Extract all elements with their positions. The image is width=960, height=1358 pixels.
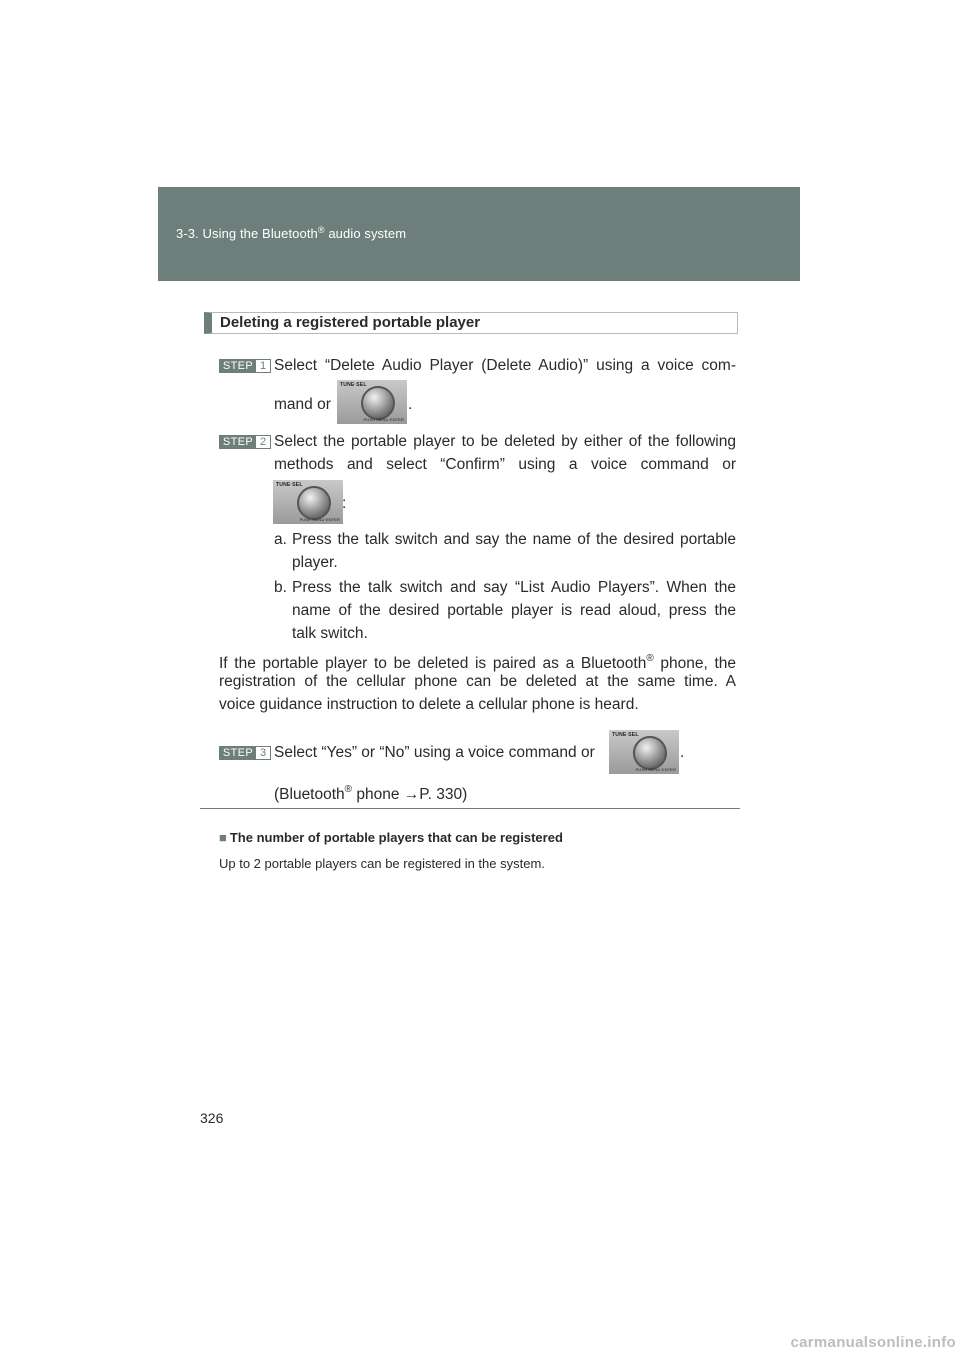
step-2-text-line1: Select the portable player to be deleted by either of the following: [274, 433, 736, 450]
option-a-marker: a.: [274, 531, 287, 548]
option-b-line2: name of the desired portable player is read aloud, press the: [292, 602, 736, 619]
step-3-text-line2: (Bluetooth® phone →P. 330): [274, 784, 468, 803]
step-1-text-line2: mand or: [274, 396, 331, 413]
step-2-text-line3: :: [342, 495, 347, 512]
tune-sel-knob-icon: TUNE·SEL PUSH MENU·ENTER: [337, 380, 407, 424]
step-2-text-line2: methods and select “Confirm” using a voice command or: [274, 456, 736, 473]
square-bullet-icon: ■: [219, 830, 227, 845]
note-body: Up to 2 portable players can be registered in the system.: [219, 856, 545, 871]
tune-sel-knob-icon: TUNE·SEL PUSH MENU·ENTER: [273, 480, 343, 524]
step-3-text-end: .: [680, 744, 685, 761]
section-heading: Deleting a registered portable player: [204, 312, 738, 334]
step-2-badge: STEP 2: [219, 435, 271, 449]
step-1-badge: STEP 1: [219, 359, 271, 373]
option-b-line3: talk switch.: [292, 625, 368, 642]
option-a-line2: player.: [292, 554, 338, 571]
chapter-header-band: [158, 187, 800, 281]
chapter-title: 3-3. Using the Bluetooth® audio system: [176, 225, 407, 241]
option-b-marker: b.: [274, 579, 287, 596]
tune-sel-knob-icon: TUNE·SEL PUSH MENU·ENTER: [609, 730, 679, 774]
step-3-badge: STEP 3: [219, 746, 271, 760]
watermark: carmanualsonline.info: [790, 1334, 956, 1351]
step-1-text-end: .: [408, 396, 413, 413]
option-b-line1: Press the talk switch and say “List Audio Players”. When the: [292, 579, 736, 596]
page-number: 326: [200, 1110, 224, 1126]
paragraph-line1: If the portable player to be deleted is paired as a Bluetooth® phone, the: [219, 653, 736, 672]
section-divider: [200, 808, 740, 809]
step-3-text-line1: Select “Yes” or “No” using a voice command or: [274, 744, 595, 761]
note-heading: ■ The number of portable players that can be registered: [219, 830, 563, 845]
step-1-text-line1: Select “Delete Audio Player (Delete Audio)” using a voice com-: [274, 357, 736, 374]
option-a-line1: Press the talk switch and say the name of the desired portable: [292, 531, 736, 548]
paragraph-line3: voice guidance instruction to delete a cellular phone is heard.: [219, 696, 639, 713]
paragraph-line2: registration of the cellular phone can be deleted at the same time. A: [219, 673, 736, 690]
